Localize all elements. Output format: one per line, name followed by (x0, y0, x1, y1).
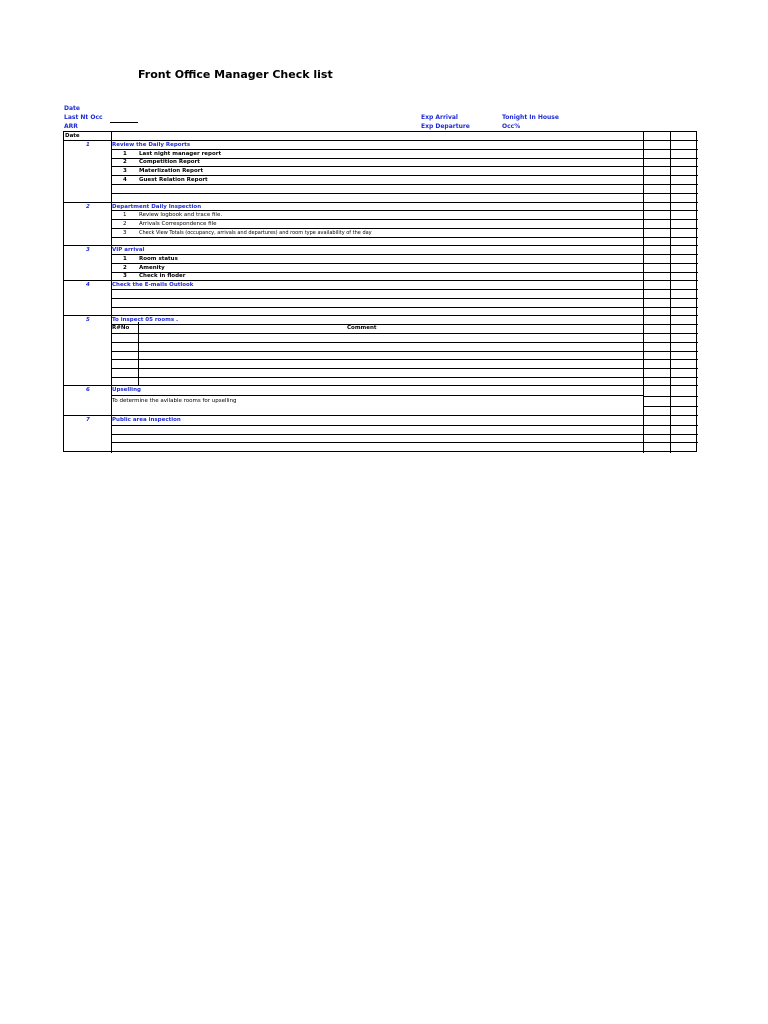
item-number: 3 (123, 168, 127, 174)
row-divider (111, 425, 698, 426)
item-number: 1 (123, 256, 127, 262)
item-text: Room status (139, 256, 178, 262)
item-number: 3 (123, 230, 127, 236)
column-divider (643, 132, 644, 453)
arr-label: ARR (64, 123, 78, 130)
row-divider (111, 368, 698, 369)
row-divider (111, 237, 698, 238)
row-divider (111, 307, 698, 308)
row-divider (111, 351, 698, 352)
section-title: To inspect 05 rooms . (112, 317, 179, 323)
item-number: 3 (123, 273, 127, 279)
section-number: 6 (86, 387, 90, 393)
tonight-in-house-label: Tonight In House (502, 114, 559, 121)
row-divider (111, 324, 698, 325)
row-divider (643, 406, 698, 407)
row-divider (111, 254, 698, 255)
upselling-note: To determine the avilable rooms for upselling (112, 398, 237, 404)
section-number: 7 (86, 417, 90, 423)
section-number: 4 (86, 282, 90, 288)
item-number: 4 (123, 177, 127, 183)
row-divider (111, 342, 698, 343)
section-title: Upselling (112, 387, 141, 393)
row-divider (111, 263, 698, 264)
row-divider (64, 385, 698, 386)
exp-arrival-label: Exp Arrival (421, 114, 458, 121)
column-divider (670, 132, 671, 453)
section-title: Public area inspection (112, 417, 181, 423)
section-number: 1 (86, 142, 90, 148)
item-text: Check in floder (139, 273, 186, 279)
item-text: Review logbook and trace file. (139, 212, 223, 218)
row-divider (111, 434, 698, 435)
item-number: 1 (123, 151, 127, 157)
date-label: Date (64, 105, 80, 112)
item-text: Competition Report (139, 159, 200, 165)
row-divider (111, 395, 643, 396)
row-divider (111, 184, 698, 185)
last-nt-occ-label: Last Nt Occ (64, 114, 103, 121)
row-divider (111, 377, 698, 378)
room-number-column-header: R#No (112, 325, 130, 331)
row-divider (111, 442, 698, 443)
checklist-table (63, 131, 697, 452)
occ-label: Occ% (502, 123, 521, 130)
section-number: 3 (86, 247, 90, 253)
section-title: Review the Daily Reports (112, 142, 191, 148)
item-number: 2 (123, 221, 127, 227)
comment-column-header: Comment (347, 325, 377, 331)
item-text: Check View Totals (occupancy, arrivals and departures) and room type availability of the day (139, 230, 372, 236)
item-text: Materlization Report (139, 168, 204, 174)
section-title: VIP arrival (112, 247, 145, 253)
row-divider (643, 396, 698, 397)
row-divider (111, 272, 698, 273)
row-divider (111, 359, 698, 360)
section-title: Check the E-mails Outlook (112, 282, 194, 288)
item-text: Guest Relation Report (139, 177, 208, 183)
date-column-header: Date (65, 133, 80, 139)
row-divider (111, 289, 698, 290)
row-divider (111, 333, 698, 334)
last-nt-occ-blank (110, 122, 138, 123)
section-title: Department Daily Inspection (112, 204, 202, 210)
row-divider (111, 298, 698, 299)
column-divider (138, 322, 139, 385)
item-number: 1 (123, 212, 127, 218)
row-divider (64, 245, 698, 246)
section-number: 5 (86, 317, 90, 323)
item-text: Last night manager report (139, 151, 222, 157)
item-number: 2 (123, 159, 127, 165)
section-number: 2 (86, 204, 90, 210)
item-number: 2 (123, 265, 127, 271)
page-title: Front Office Manager Check list (138, 68, 333, 81)
item-text: Arrivals Correspondence file (139, 221, 217, 227)
item-text: Amenity (139, 265, 165, 271)
exp-departure-label: Exp Departure (421, 123, 470, 130)
row-divider (111, 193, 698, 194)
